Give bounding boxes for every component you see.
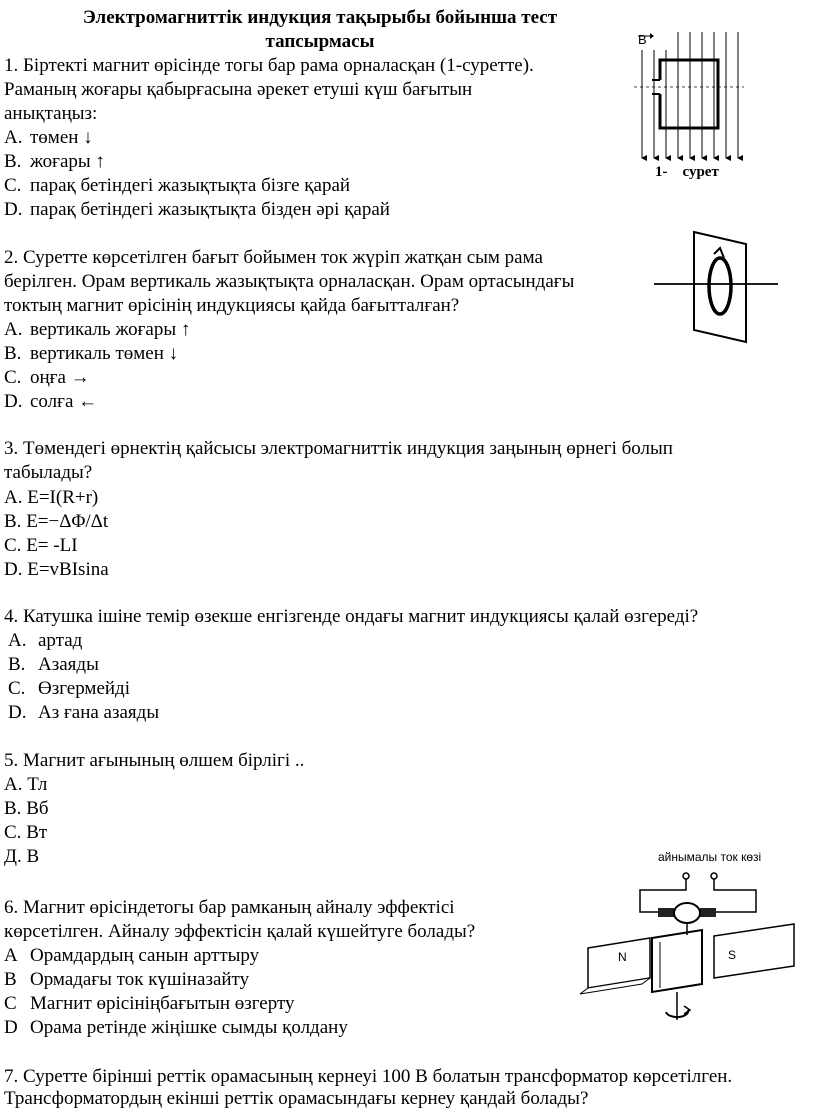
figure-6-motor xyxy=(580,850,810,1035)
q6-option-c[interactable]: C Магнит өрісініңбағытын өзгерту xyxy=(4,993,295,1014)
q5-option-b[interactable]: B. Вб xyxy=(4,798,49,819)
q4-option-d[interactable]: D. Аз ғана азаяды xyxy=(8,702,160,723)
q3-option-d[interactable]: D. E=vBIsina xyxy=(4,559,109,580)
q2-option-d[interactable]: D. солға ← xyxy=(4,391,98,412)
q3-option-b[interactable]: B. E=−ΔΦ/Δt xyxy=(4,511,109,532)
q4-option-b[interactable]: B. Азаяды xyxy=(8,654,99,675)
figure-1-caption: 1- сурет xyxy=(655,164,719,180)
q3-option-a[interactable]: A. E=I(R+r) xyxy=(4,487,99,508)
q6-option-d[interactable]: D Орама ретінде жіңішке сымды қолдану xyxy=(4,1017,348,1038)
q6-option-b[interactable]: B Ормадағы ток күшіназайту xyxy=(4,969,250,990)
q3-option-c[interactable]: C. E= -LI xyxy=(4,535,78,556)
q5-option-a[interactable]: A. Тл xyxy=(4,774,48,795)
q4-option-c[interactable]: C. Өзгермейді xyxy=(8,678,130,699)
q5-text-1: 5. Магнит ағынының өлшем бірлігі .. xyxy=(4,750,305,771)
q6-text-1: 6. Магнит өрісіндетогы бар рамканың айналу эффектісі xyxy=(4,897,455,918)
q1-option-c[interactable]: C. парақ бетіндегі жазықтықта бізге қарай xyxy=(4,175,351,196)
q2-option-c[interactable]: C. оңға → xyxy=(4,367,90,388)
q1-option-a[interactable]: A. төмен ↓ xyxy=(4,127,93,148)
field-b-label: B xyxy=(638,32,647,47)
q1-option-b[interactable]: B. жоғары ↑ xyxy=(4,151,105,172)
q4-option-a[interactable]: A. артад xyxy=(8,630,83,651)
q2-text-3: токтың магнит өрісінің индукциясы қайда бағытталған? xyxy=(4,295,460,316)
pole-n-label: N xyxy=(618,950,627,964)
q5-option-d[interactable]: Д. В xyxy=(4,846,40,867)
page-title-line2: тапсырмасы xyxy=(265,31,375,52)
page-title: Электромагниттік индукция тақырыбы бойынша тест xyxy=(82,7,558,28)
q1-option-d[interactable]: D. парақ бетіндегі жазықтықта бізден әрі қарай xyxy=(4,199,390,220)
q1-text-1: 1. Біртекті магнит өрісінде тогы бар рама орналасқан (1-суретте). xyxy=(4,55,534,76)
q4-text-1: 4. Катушка ішіне темір өзекше енгізгенде ондағы магнит индукциясы қалай өзгереді? xyxy=(4,606,699,627)
q6-text-2: көрсетілген. Айналу эффектісін қалай күшейтуге болады? xyxy=(4,921,476,942)
q7-text-1: 7. Суретте бірінші реттік орамасының кернеуі 100 В болатын трансформатор көрсетілген. xyxy=(4,1066,733,1087)
q2-text-1: 2. Суретте көрсетілген бағыт бойымен ток жүріп жатқан сым рама xyxy=(4,247,543,268)
q7-text-2: Трансформатордың екінші реттік орамасындағы кернеу қандай болады? xyxy=(4,1088,589,1109)
q1-text-2: Раманың жоғары қабырғасына әрекет етуші күш бағытын xyxy=(4,79,473,100)
q3-text-2: табылады? xyxy=(4,462,93,483)
q3-text-1: 3. Төмендегі өрнектің қайсысы электромагниттік индукция заңының өрнегі болып xyxy=(4,438,673,459)
q2-option-b[interactable]: B. вертикаль төмен ↓ xyxy=(4,343,179,364)
pole-s-label: S xyxy=(728,948,737,962)
q2-text-2: берілген. Орам вертикаль жазықтықта орналасқан. Орам ортасындағы xyxy=(4,271,575,292)
q5-option-c[interactable]: C. Вт xyxy=(4,822,48,843)
ac-source-label: айнымалы ток көзі xyxy=(658,850,762,864)
figure-2-current-loop xyxy=(654,226,778,348)
figure-1-frame-in-field xyxy=(634,30,744,170)
q1-text-3: анықтаңыз: xyxy=(4,103,98,124)
q2-option-a[interactable]: A. вертикаль жоғары ↑ xyxy=(4,319,191,340)
q6-option-a[interactable]: A Орамдардың санын арттыру xyxy=(4,945,260,966)
